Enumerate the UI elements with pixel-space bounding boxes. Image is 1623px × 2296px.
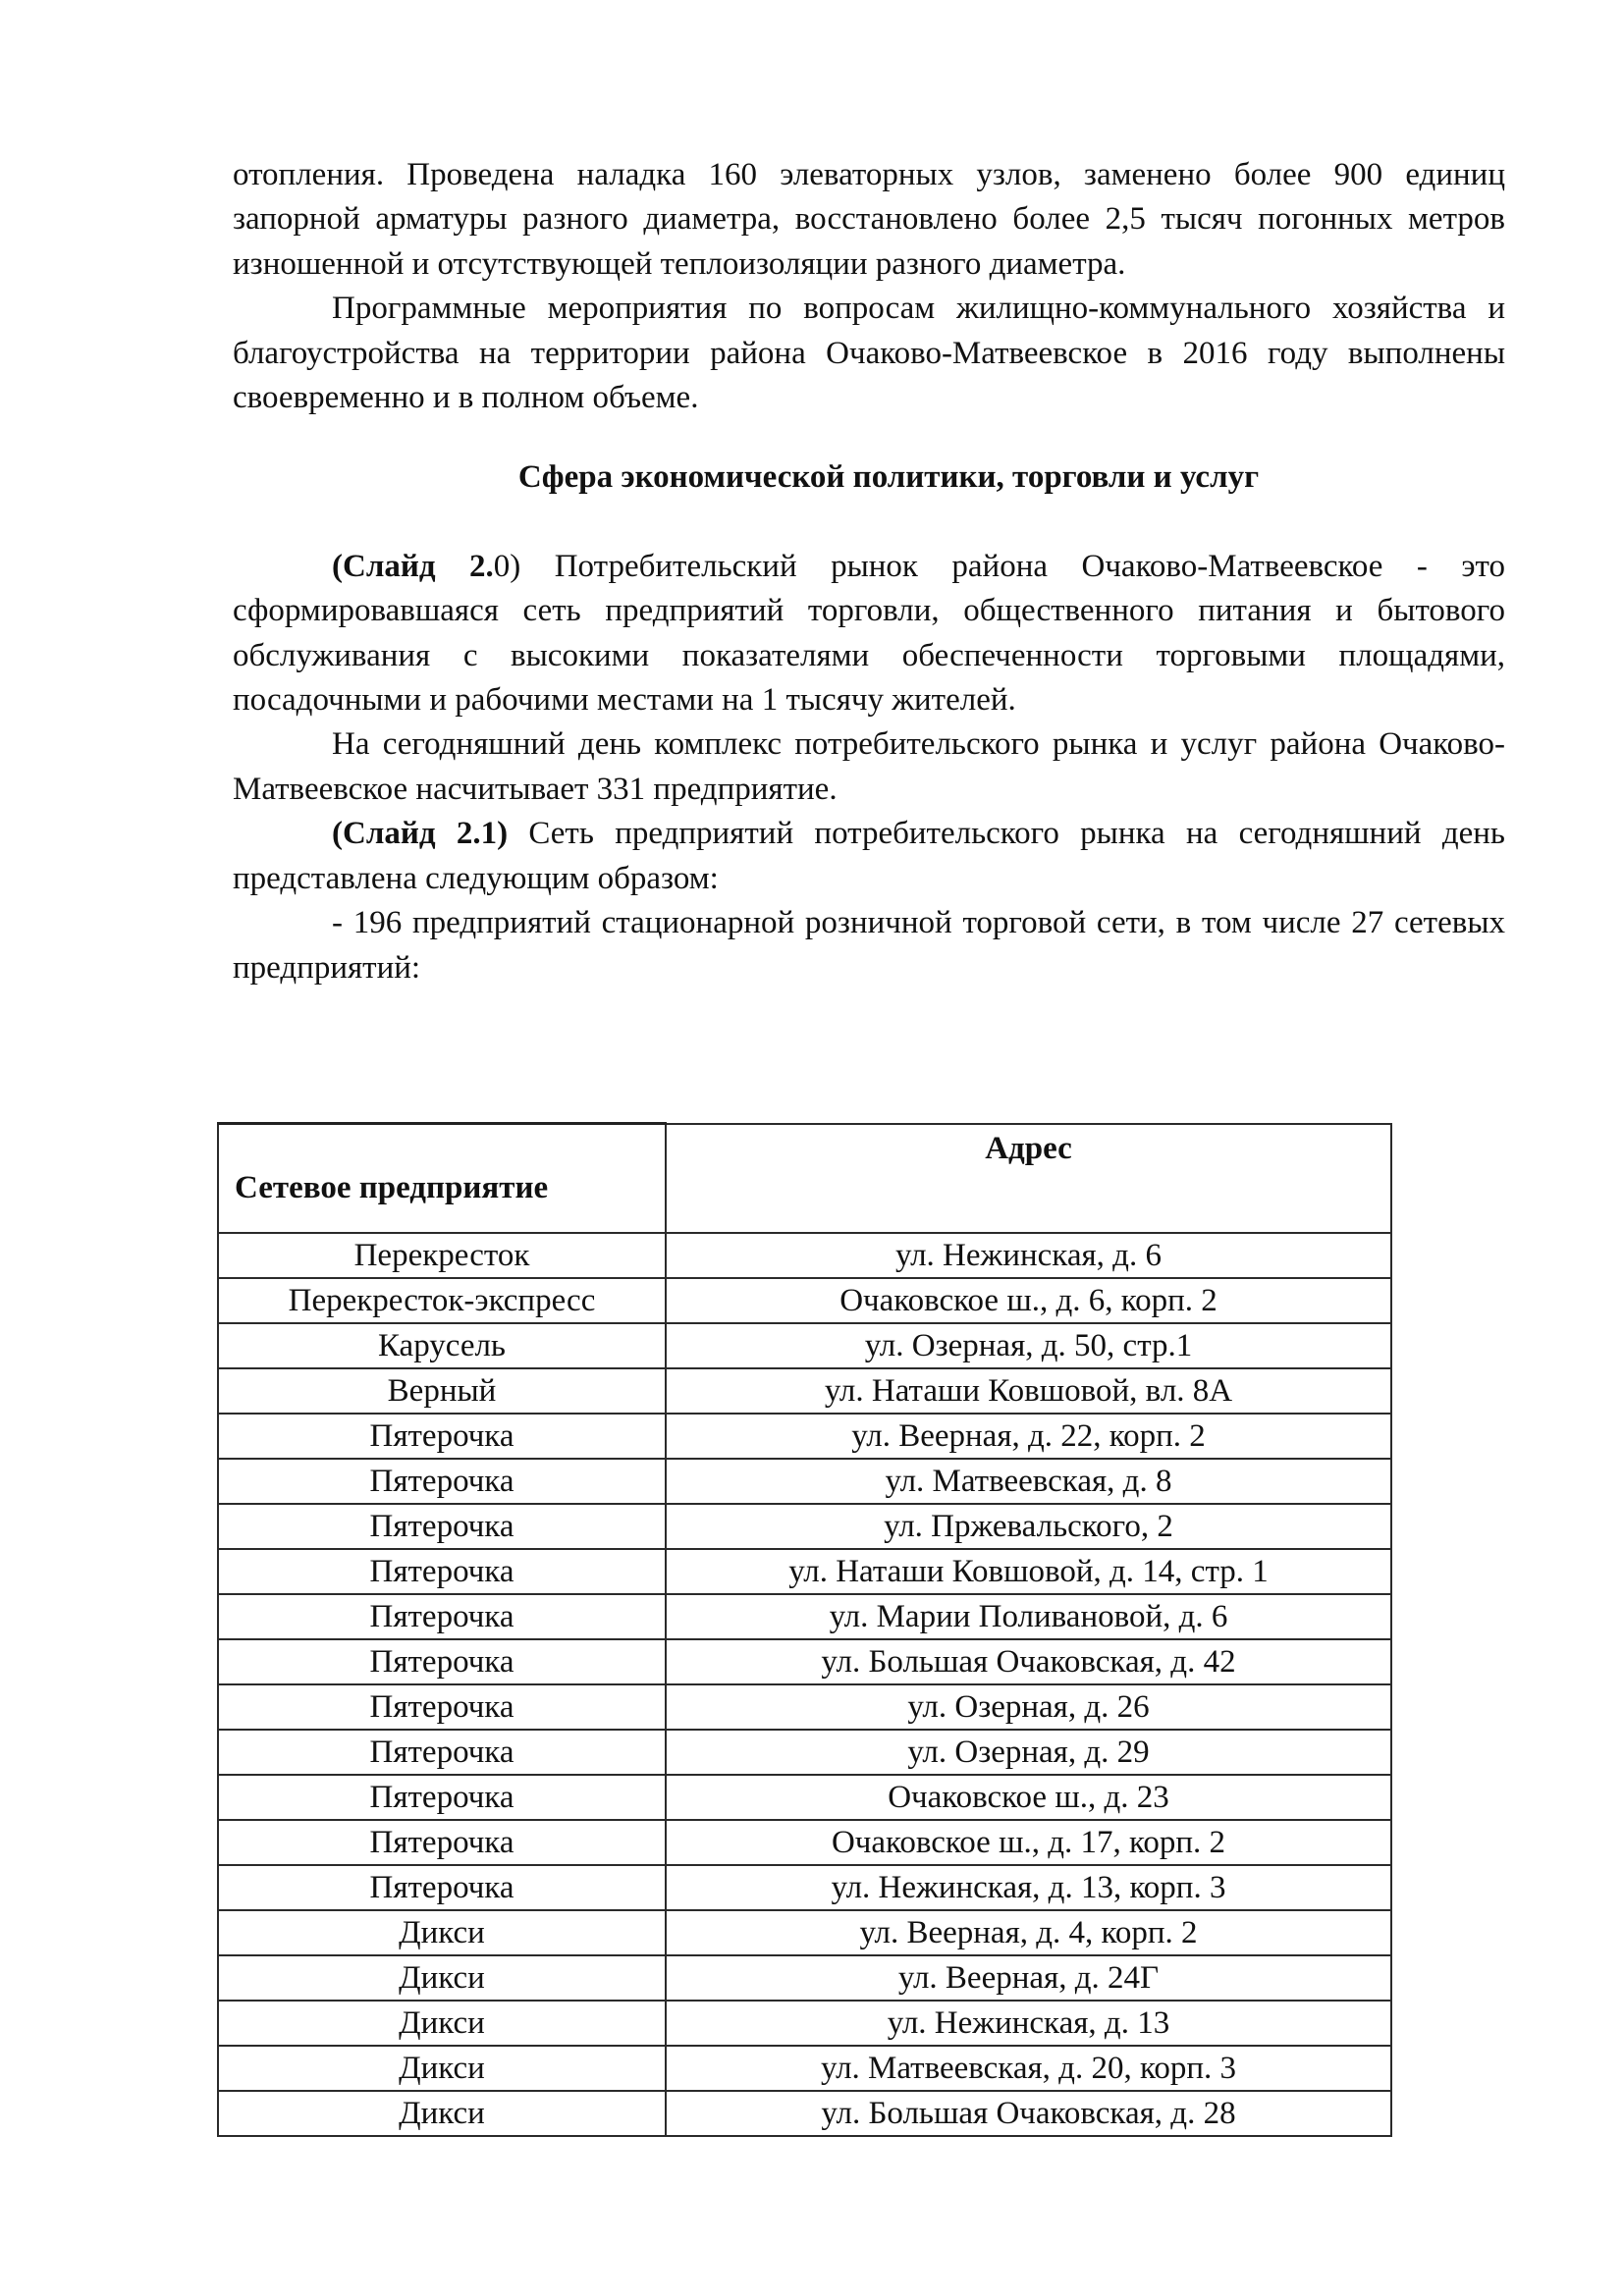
slide-reference: (Слайд 2.1)	[332, 816, 509, 852]
cell-chain-name: Перекресток	[218, 1233, 666, 1278]
cell-address: ул. Нежинская, д. 6	[666, 1233, 1391, 1278]
paragraph-text: Сеть предприятий потребительского рынка на сегодняшний день представлена следующим образом:	[233, 816, 1505, 896]
table-row	[218, 2046, 1391, 2091]
paragraph-consumer-market	[233, 545, 1505, 723]
cell-address: ул. Большая Очаковская, д. 42	[666, 1639, 1391, 1684]
cell-chain-name: Пятерочка	[218, 1504, 666, 1549]
table-row	[218, 1368, 1391, 1414]
cell-address: ул. Озерная, д. 50, стр.1	[666, 1323, 1391, 1368]
table-row	[218, 2091, 1391, 2136]
cell-chain-name: Дикси	[218, 2046, 666, 2091]
cell-address: ул. Озерная, д. 29	[666, 1730, 1391, 1775]
table-row	[218, 1775, 1391, 1820]
table-row	[218, 1459, 1391, 1504]
paragraph-heating: отопления. Проведена наладка 160 элеваторных узлов, заменено более 900 единиц запорной арматуры разного диаметра, восстановлено более 2,5 тысяч погонных метров изношенной и отсутствующей теплоизоляции разного диаметра.	[233, 157, 1505, 282]
cell-address: ул. Наташи Ковшовой, д. 14, стр. 1	[666, 1549, 1391, 1594]
table-row	[218, 1278, 1391, 1323]
table-body	[218, 1233, 1391, 2136]
cell-chain-name: Пятерочка	[218, 1414, 666, 1459]
table-row	[218, 1639, 1391, 1684]
cell-chain-name: Пятерочка	[218, 1549, 666, 1594]
table-row	[218, 1910, 1391, 1955]
cell-address: ул. Нежинская, д. 13, корп. 3	[666, 1865, 1391, 1910]
table-row	[218, 1820, 1391, 1865]
cell-chain-name: Дикси	[218, 1910, 666, 1955]
table-row	[218, 1323, 1391, 1368]
cell-address: ул. Большая Очаковская, д. 28	[666, 2091, 1391, 2136]
section-heading: Сфера экономической политики, торговли и услуг	[517, 459, 1260, 496]
table-row	[218, 1414, 1391, 1459]
paragraph-network-structure	[233, 812, 1505, 901]
cell-address: Очаковское ш., д. 6, корп. 2	[666, 1278, 1391, 1323]
paragraph-text: Потребительский рынок района Очаково-Матвеевское - это сформировавшаяся сеть предприятий торговли, общественного питания и бытового обслуживания с высокими показателями обеспеченности торговыми площадями, посадочными и рабочими местами на 1 тысячу жителей.	[233, 548, 1506, 719]
cell-chain-name: Дикси	[218, 2001, 666, 2046]
cell-address: Очаковское ш., д. 17, корп. 2	[666, 1820, 1391, 1865]
header-address: Адрес	[666, 1124, 1391, 1233]
cell-address: ул. Веерная, д. 4, корп. 2	[666, 1910, 1391, 1955]
cell-chain-name: Пятерочка	[218, 1820, 666, 1865]
table-row	[218, 1684, 1391, 1730]
cell-chain-name: Пятерочка	[218, 1594, 666, 1639]
slide-reference-suffix: 0)	[493, 548, 521, 584]
table-header-row	[218, 1124, 1391, 1233]
cell-address: ул. Озерная, д. 26	[666, 1684, 1391, 1730]
cell-address: ул. Матвеевская, д. 8	[666, 1459, 1391, 1504]
cell-chain-name: Пятерочка	[218, 1865, 666, 1910]
retail-chains-table	[217, 1122, 1392, 2137]
cell-address: ул. Веерная, д. 24Г	[666, 1955, 1391, 2001]
document-page	[233, 153, 1505, 990]
header-chain-name: Сетевое предприятие	[218, 1124, 666, 1233]
table-row	[218, 1233, 1391, 1278]
cell-chain-name: Пятерочка	[218, 1775, 666, 1820]
cell-chain-name: Пятерочка	[218, 1459, 666, 1504]
cell-chain-name: Дикси	[218, 1955, 666, 2001]
cell-chain-name: Перекресток-экспресс	[218, 1278, 666, 1323]
cell-chain-name: Пятерочка	[218, 1730, 666, 1775]
cell-address: ул. Матвеевская, д. 20, корп. 3	[666, 2046, 1391, 2091]
cell-address: Очаковское ш., д. 23	[666, 1775, 1391, 1820]
cell-address: ул. Марии Поливановой, д. 6	[666, 1594, 1391, 1639]
cell-address: ул. Пржевальского, 2	[666, 1504, 1391, 1549]
table-row	[218, 1504, 1391, 1549]
table-row	[218, 1730, 1391, 1775]
table-row	[218, 1594, 1391, 1639]
cell-address: ул. Наташи Ковшовой, вл. 8А	[666, 1368, 1391, 1414]
cell-chain-name: Карусель	[218, 1323, 666, 1368]
table-row	[218, 1955, 1391, 2001]
cell-address: ул. Нежинская, д. 13	[666, 2001, 1391, 2046]
cell-chain-name: Пятерочка	[218, 1639, 666, 1684]
paragraph-enterprise-count: На сегодняшний день комплекс потребительского рынка и услуг района Очаково-Матвеевское насчитывает 331 предприятие.	[233, 726, 1505, 807]
cell-address: ул. Веерная, д. 22, корп. 2	[666, 1414, 1391, 1459]
table-row	[218, 1865, 1391, 1910]
cell-chain-name: Пятерочка	[218, 1684, 666, 1730]
paragraph-retail-count: - 196 предприятий стационарной розничной торговой сети, в том числе 27 сетевых предприятий:	[233, 905, 1505, 986]
paragraph-housing-programs: Программные мероприятия по вопросам жилищно-коммунального хозяйства и благоустройства на территории района Очаково-Матвеевское в 2016 году выполнены своевременно и в полном объеме.	[233, 291, 1505, 416]
table-row	[218, 1549, 1391, 1594]
cell-chain-name: Верный	[218, 1368, 666, 1414]
cell-chain-name: Дикси	[218, 2091, 666, 2136]
slide-reference: (Слайд 2.	[332, 548, 494, 584]
table-row	[218, 2001, 1391, 2046]
